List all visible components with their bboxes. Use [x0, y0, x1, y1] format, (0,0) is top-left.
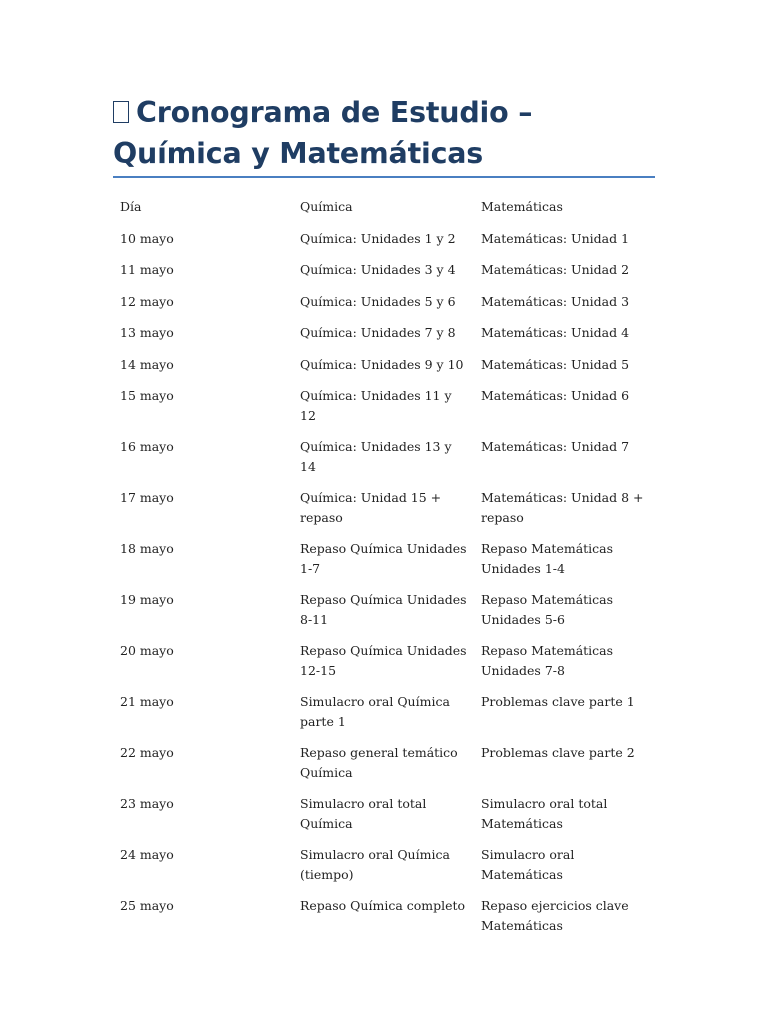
header-cell-math: Matemáticas	[481, 199, 563, 214]
math-cell: Repaso Matemáticas Unidades 7-8	[481, 643, 614, 678]
math-cell: Simulacro oral Matemáticas	[481, 847, 575, 882]
day-cell: 23 mayo	[120, 796, 174, 811]
page-title	[113, 92, 655, 176]
chemistry-cell: Repaso general temático Química	[300, 745, 458, 780]
day-cell: 22 mayo	[120, 745, 174, 760]
header-cell-day: Día	[120, 199, 142, 214]
table-row	[113, 842, 655, 893]
table-row	[113, 485, 655, 536]
day-cell: 12 mayo	[120, 293, 174, 309]
chemistry-cell: Química: Unidades 9 y 10	[300, 356, 464, 372]
chemistry-cell: Repaso Química Unidades 1-7	[300, 541, 467, 576]
document-page	[113, 92, 655, 944]
schedule-table	[113, 194, 655, 944]
table-row	[113, 689, 655, 740]
table-row	[113, 226, 655, 258]
table-row	[113, 893, 655, 944]
day-cell: 15 mayo	[120, 388, 174, 403]
math-cell: Matemáticas: Unidad 6	[481, 388, 630, 403]
day-cell: 16 mayo	[120, 439, 174, 454]
header-cell-chemistry: Química	[300, 199, 353, 214]
day-cell: 18 mayo	[120, 541, 174, 556]
day-cell: 10 mayo	[120, 230, 174, 246]
day-cell: 25 mayo	[120, 898, 174, 913]
math-cell: Problemas clave parte 1	[481, 694, 635, 709]
chemistry-cell: Química: Unidades 5 y 6	[300, 293, 456, 309]
math-cell: Simulacro oral total Matemáticas	[481, 796, 608, 831]
math-cell: Matemáticas: Unidad 7	[481, 439, 630, 454]
math-cell: Matemáticas: Unidad 2	[481, 262, 630, 277]
day-cell: 24 mayo	[120, 847, 174, 862]
table-row	[113, 320, 655, 352]
chemistry-cell: Química: Unidades 3 y 4	[300, 262, 456, 277]
schedule-table-body	[113, 194, 655, 944]
table-row	[113, 383, 655, 434]
day-cell: 11 mayo	[120, 262, 174, 277]
table-header-row	[113, 194, 655, 226]
chemistry-cell: Química: Unidades 13 y 14	[300, 439, 452, 474]
day-cell: 14 mayo	[120, 356, 174, 372]
missing-glyph-icon	[113, 101, 129, 123]
day-cell: 17 mayo	[120, 490, 174, 505]
day-cell: 20 mayo	[120, 643, 174, 658]
day-cell: 13 mayo	[120, 325, 174, 340]
math-cell: Matemáticas: Unidad 5	[481, 356, 630, 372]
math-cell: Matemáticas: Unidad 4	[481, 325, 630, 340]
chemistry-cell: Química: Unidades 11 y 12	[300, 388, 452, 423]
table-row	[113, 536, 655, 587]
chemistry-cell: Repaso Química Unidades 12-15	[300, 643, 467, 678]
table-row	[113, 587, 655, 638]
chemistry-cell: Simulacro oral Química parte 1	[300, 694, 450, 729]
math-cell: Repaso ejercicios clave Matemáticas	[481, 898, 629, 933]
table-row	[113, 791, 655, 842]
chemistry-cell: Química: Unidad 15 + repaso	[300, 490, 442, 525]
table-row	[113, 257, 655, 289]
chemistry-cell: Simulacro oral total Química	[300, 796, 427, 831]
day-cell: 19 mayo	[120, 592, 174, 607]
chemistry-cell: Repaso Química Unidades 8-11	[300, 592, 467, 627]
math-cell: Repaso Matemáticas Unidades 5-6	[481, 592, 614, 627]
table-row	[113, 740, 655, 791]
table-row	[113, 352, 655, 384]
math-cell: Problemas clave parte 2	[481, 745, 635, 760]
table-row	[113, 434, 655, 485]
math-cell: Matemáticas: Unidad 1	[481, 230, 630, 246]
title-underline	[113, 176, 655, 178]
chemistry-cell: Simulacro oral Química (tiempo)	[300, 847, 450, 882]
math-cell: Repaso Matemáticas Unidades 1-4	[481, 541, 614, 576]
chemistry-cell: Repaso Química completo	[300, 898, 466, 913]
math-cell: Matemáticas: Unidad 3	[481, 293, 630, 309]
math-cell: Matemáticas: Unidad 8 + repaso	[481, 490, 644, 525]
chemistry-cell: Química: Unidades 1 y 2	[300, 230, 456, 246]
page-title-text: Cronograma de Estudio – Química y Matemáticas	[113, 96, 533, 170]
day-cell: 21 mayo	[120, 694, 174, 709]
table-row	[113, 638, 655, 689]
chemistry-cell: Química: Unidades 7 y 8	[300, 325, 456, 340]
table-row	[113, 289, 655, 321]
